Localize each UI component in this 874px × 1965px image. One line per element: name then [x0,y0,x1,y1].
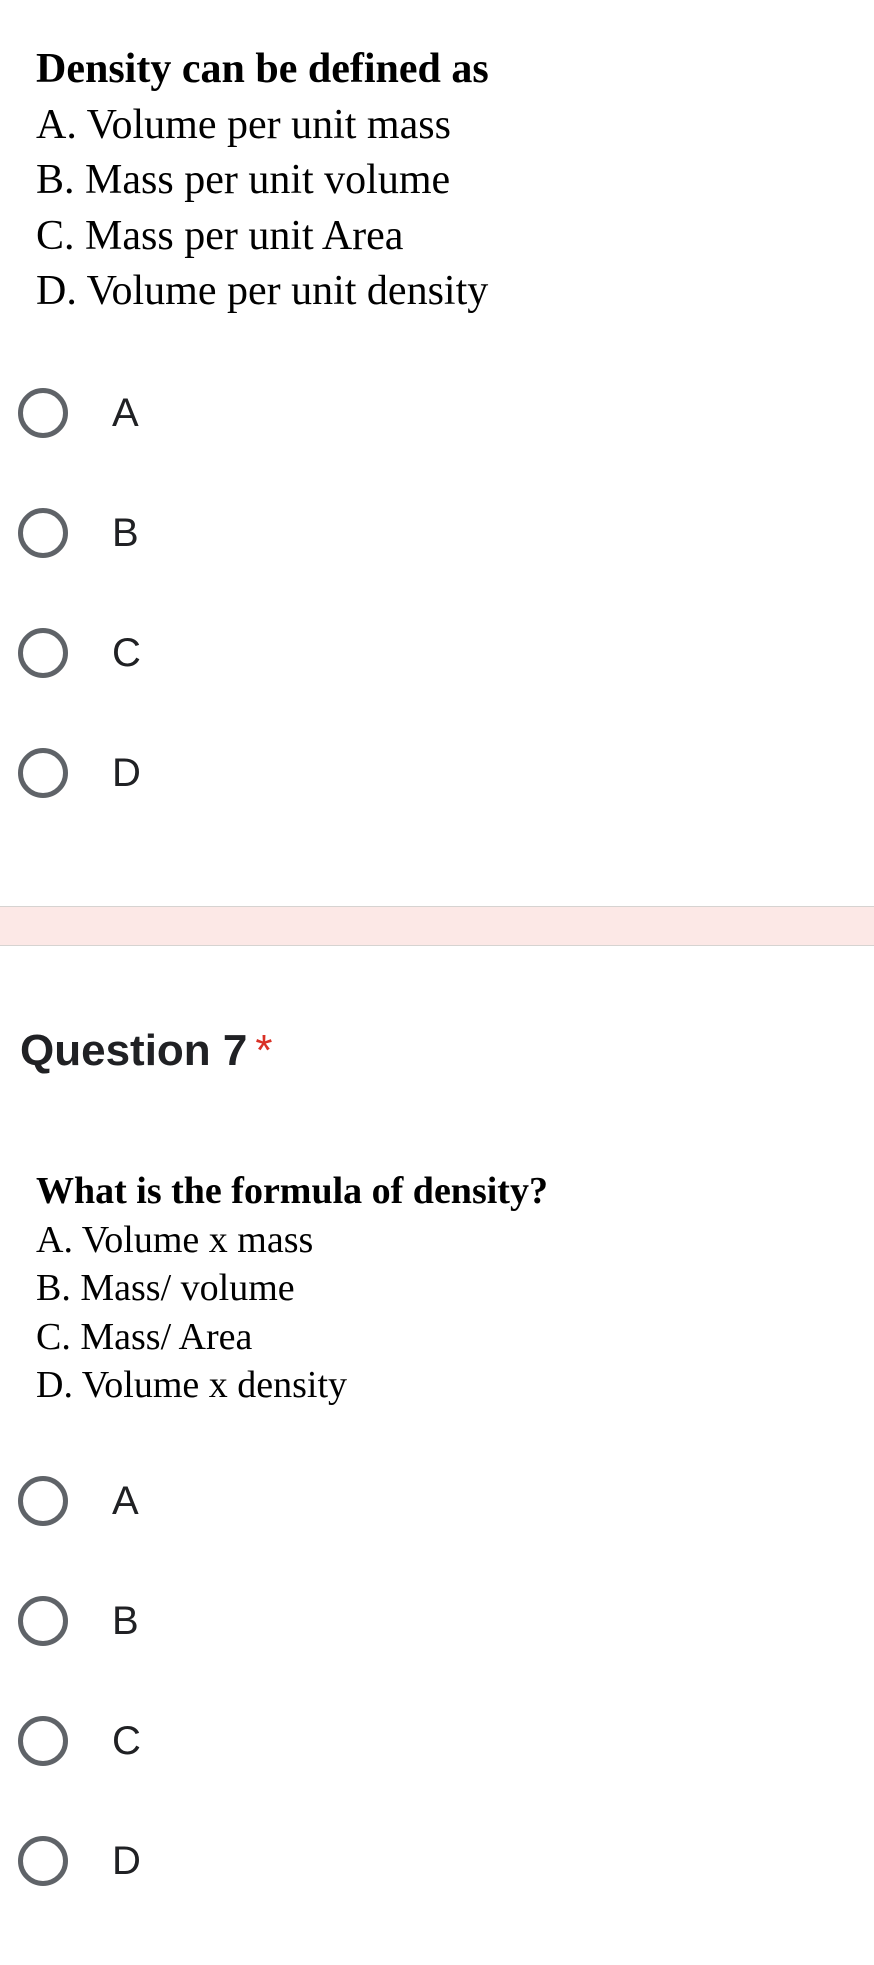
question-7-line-b: B. Mass/ volume [36,1267,295,1309]
required-asterisk: * [255,1026,273,1075]
card-separator [0,906,874,946]
option-label: D [112,750,141,795]
radio-button-icon[interactable] [18,1716,68,1766]
question-6-line-a: A. Volume per unit mass [36,101,451,148]
question-6-line-b: B. Mass per unit volume [36,157,451,203]
option-label: C [112,1718,141,1763]
question-6-card [0,0,874,906]
question-6-heading: Density can be defined as [36,46,489,92]
option-label: C [112,630,141,675]
question-7-heading: What is the formula of density? [36,1170,548,1212]
radio-button-icon[interactable] [18,388,68,438]
question-6-line-c: C. Mass per unit Area [36,212,404,259]
radio-button-icon[interactable] [18,628,68,678]
option-label: B [112,510,139,555]
option-label: D [112,1838,141,1883]
radio-button-icon[interactable] [18,1476,68,1526]
question-7-option-a[interactable] [18,1469,418,1533]
question-6-option-a[interactable] [18,381,418,445]
radio-button-icon[interactable] [18,1596,68,1646]
question-7-option-b[interactable] [18,1589,418,1653]
radio-button-icon[interactable] [18,508,68,558]
question-7-option-c[interactable] [18,1709,418,1773]
question-7-line-a: A. Volume x mass [36,1218,314,1261]
radio-button-icon[interactable] [18,748,68,798]
question-7-line-c: C. Mass/ Area [36,1315,253,1358]
question-title-text: Question 7 [20,1026,248,1075]
option-label: B [112,1598,139,1643]
question-6-option-b[interactable] [18,501,418,565]
question-7-option-d[interactable] [18,1829,418,1893]
question-6-image [36,42,489,320]
question-7-line-d: D. Volume x density [36,1364,348,1406]
question-7-title [20,1026,273,1076]
option-label: A [112,390,139,435]
option-label: A [112,1478,139,1523]
radio-button-icon[interactable] [18,1836,68,1886]
question-6-option-c[interactable] [18,621,418,685]
question-7-image [36,1167,548,1410]
question-6-line-d: D. Volume per unit density [36,268,489,314]
question-7-card [0,946,874,1965]
question-6-option-d[interactable] [18,741,418,805]
